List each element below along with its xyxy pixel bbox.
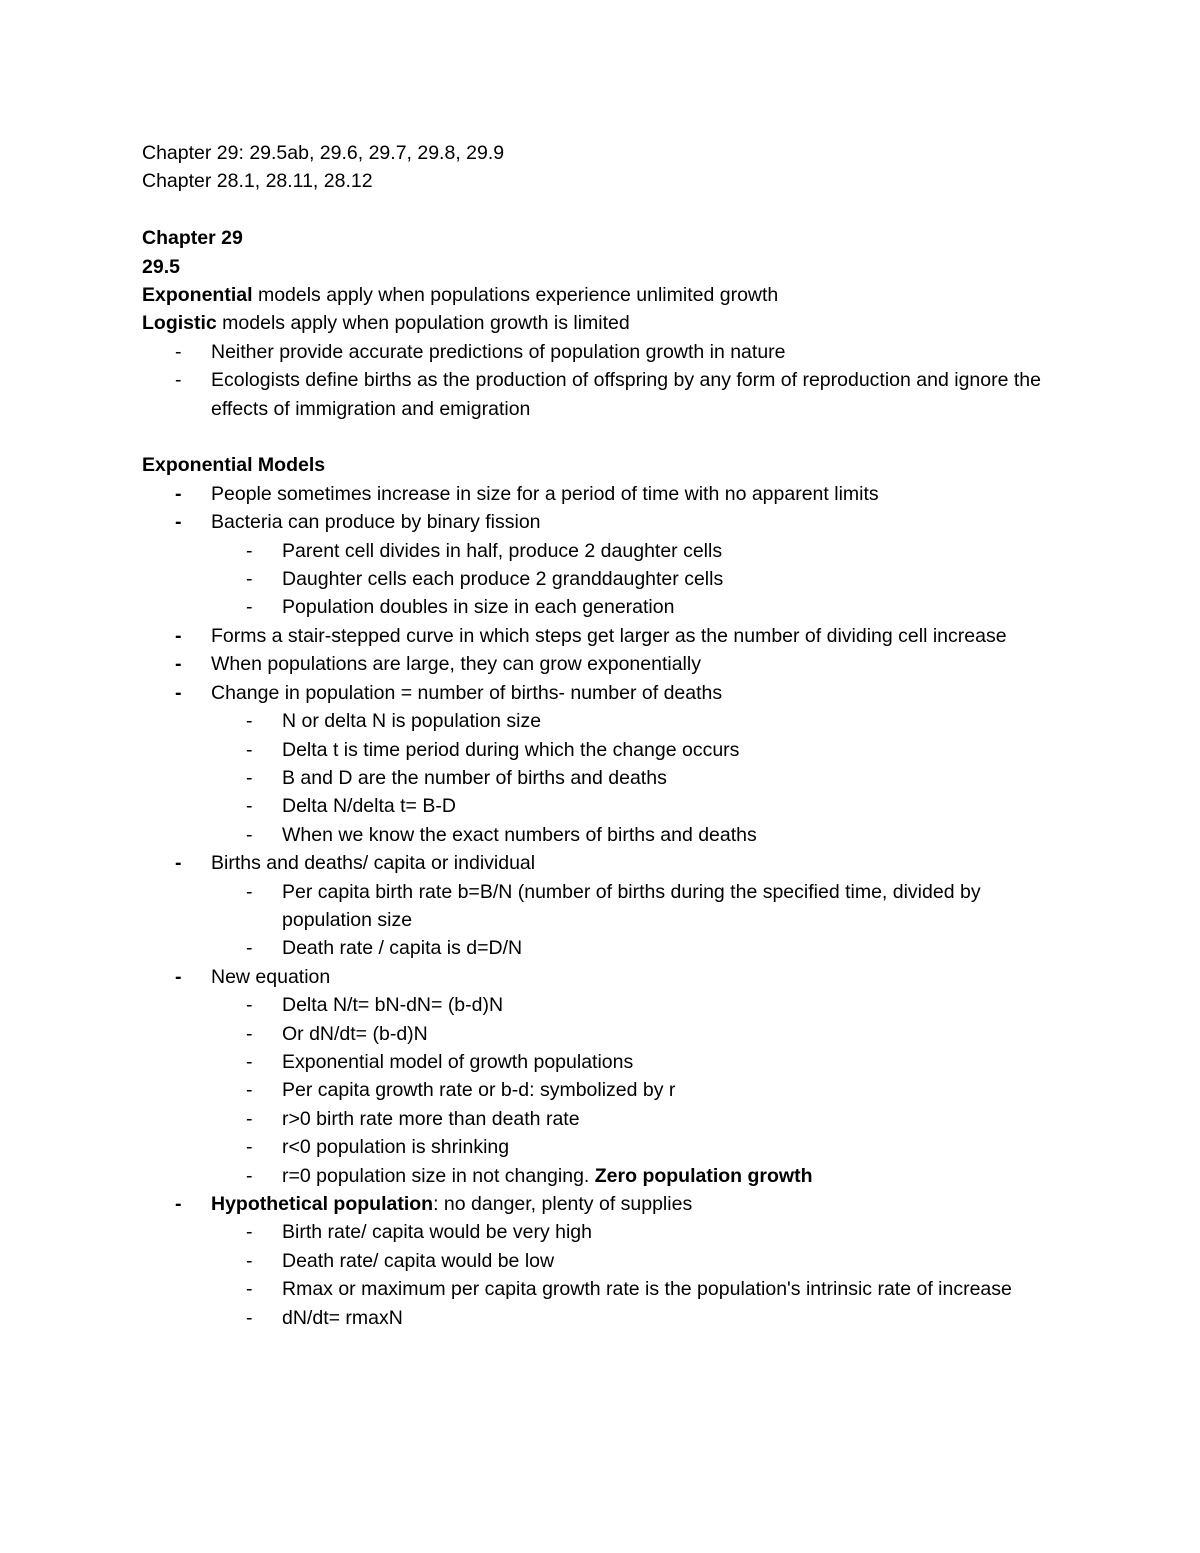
sublist-item (142, 934, 1060, 962)
list-item (142, 849, 1060, 877)
sublist-item-text: Delta N/delta t= B-D (282, 795, 456, 818)
sublist-item (142, 1133, 1060, 1161)
sublist-item (142, 1020, 1060, 1048)
sublist-item (142, 1048, 1060, 1076)
list-item-text: People sometimes increase in size for a period of time with no apparent limits (211, 482, 879, 505)
sublist-item (142, 565, 1060, 593)
section-subheading-29-5 (142, 253, 1060, 281)
sublist-item (142, 736, 1060, 764)
chapter-list-line-2: Chapter 28.1, 28.11, 28.12 (142, 170, 373, 193)
dash-bullet: - (246, 766, 253, 789)
sublist-item (142, 1076, 1060, 1104)
dash-bullet: - (175, 1193, 182, 1215)
dash-bullet: - (246, 1022, 253, 1045)
dash-bullet: - (175, 369, 182, 392)
dash-bullet: - (246, 823, 253, 846)
dash-bullet: - (175, 653, 182, 676)
sublist-item-text: Death rate / capita is d=D/N (282, 937, 523, 960)
exponential-models-list-cont (142, 963, 1060, 991)
list-item (142, 1190, 1060, 1218)
sublist-item (142, 1304, 1060, 1332)
sublist-item-text: Per capita birth rate b=B/N (number of births during the specified time, divided by population size (282, 880, 981, 931)
sublist-item (142, 792, 1060, 820)
dash-bullet: - (175, 624, 182, 647)
dash-bullet: - (246, 1136, 253, 1159)
sublist-item (142, 991, 1060, 1019)
term-exponential: Exponential (142, 284, 253, 307)
sublist-item-text: Per capita growth rate or b-d: symbolized by r (282, 1079, 676, 1102)
exponential-definition (142, 281, 1060, 309)
subheading-text: 29.5 (142, 255, 180, 278)
exponential-models-list-cont (142, 622, 1060, 707)
sublist-item-text: Exponential model of growth populations (282, 1050, 634, 1073)
list-item (142, 963, 1060, 991)
sublist-item (142, 878, 1060, 935)
list-item (142, 622, 1060, 650)
sublist-item-text: Or dN/dt= (b-d)N (282, 1022, 428, 1045)
list-item-text: Change in population = number of births- number of deaths (211, 681, 723, 704)
list-item-text: New equation (211, 965, 331, 988)
section-heading-chapter-29 (142, 224, 1060, 252)
sublist-item-text: r=0 population size in not changing. (282, 1164, 595, 1187)
list-item-text: When populations are large, they can grow exponentially (211, 653, 701, 676)
population-change-sublist (142, 707, 1060, 849)
list-item (142, 480, 1060, 508)
dash-bullet: - (246, 596, 253, 619)
dash-bullet: - (246, 1050, 253, 1073)
list-item-text: Neither provide accurate predictions of population growth in nature (211, 340, 786, 363)
dash-bullet: - (246, 1079, 253, 1102)
list-item (142, 508, 1060, 536)
sublist-item-text: B and D are the number of births and deaths (282, 766, 667, 789)
sublist-item (142, 1162, 1060, 1190)
dash-bullet: - (246, 1107, 253, 1130)
logistic-definition (142, 309, 1060, 337)
dash-bullet: - (246, 1221, 253, 1244)
spacer (142, 423, 1060, 451)
sublist-item (142, 1247, 1060, 1275)
hypothetical-population-term: Hypothetical population (211, 1193, 434, 1215)
sublist-item-text: Rmax or maximum per capita growth rate is the population's intrinsic rate of increase (282, 1278, 1012, 1301)
exponential-models-list-cont (142, 1190, 1060, 1218)
sublist-item-text: Delta t is time period during which the change occurs (282, 738, 740, 761)
binary-fission-sublist (142, 537, 1060, 622)
dash-bullet: - (175, 965, 182, 988)
heading-text: Chapter 29 (142, 227, 243, 250)
dash-bullet: - (246, 568, 253, 591)
sublist-item-text: N or delta N is population size (282, 710, 542, 733)
term-logistic: Logistic (142, 312, 217, 335)
dash-bullet: - (246, 1249, 253, 1272)
list-item-text: Forms a stair-stepped curve in which steps get larger as the number of dividing cell increase (211, 624, 1007, 647)
sublist-item-text: Delta N/t= bN-dN= (b-d)N (282, 994, 504, 1017)
sublist-item-text: Birth rate/ capita would be very high (282, 1221, 593, 1244)
dash-bullet: - (246, 880, 253, 903)
chapter-list-line-1: Chapter 29: 29.5ab, 29.6, 29.7, 29.8, 29.9 (142, 142, 505, 164)
list-item (142, 366, 1060, 423)
models-bullet-list (142, 338, 1060, 423)
sublist-item-text: Parent cell divides in half, produce 2 daughter cells (282, 539, 723, 562)
new-equation-sublist (142, 991, 1060, 1190)
dash-bullet: - (175, 681, 182, 704)
section-heading-exponential-models (142, 451, 1060, 479)
dash-bullet: - (175, 482, 182, 505)
spacer (142, 196, 1060, 224)
list-item (142, 679, 1060, 707)
dash-bullet: - (246, 1278, 253, 1301)
sublist-item-text: r<0 population is shrinking (282, 1136, 510, 1159)
sublist-item-text: r>0 birth rate more than death rate (282, 1107, 580, 1130)
dash-bullet: - (246, 710, 253, 733)
list-item-text: Bacteria can produce by binary fission (211, 511, 541, 534)
list-item (142, 650, 1060, 678)
dash-bullet: - (246, 1306, 253, 1329)
dash-bullet: - (175, 852, 182, 875)
dash-bullet: - (175, 511, 182, 534)
sublist-item (142, 1105, 1060, 1133)
sublist-item-text: Death rate/ capita would be low (282, 1249, 555, 1272)
exponential-models-list (142, 480, 1060, 537)
list-item-text: : no danger, plenty of supplies (433, 1193, 693, 1215)
list-item (142, 338, 1060, 366)
sublist-item-text: When we know the exact numbers of births and deaths (282, 823, 757, 846)
exponential-models-list-cont (142, 849, 1060, 877)
definition-text: models apply when populations experience unlimited growth (252, 284, 779, 307)
list-item-text: Births and deaths/ capita or individual (211, 852, 536, 875)
zero-population-growth-term: Zero population growth (594, 1164, 813, 1187)
hypothetical-population-sublist (142, 1218, 1060, 1332)
sublist-item (142, 1218, 1060, 1246)
sublist-item (142, 1275, 1060, 1303)
dash-bullet: - (175, 340, 182, 363)
heading-text: Exponential Models (142, 454, 326, 477)
sublist-item-text: dN/dt= rmaxN (282, 1306, 403, 1329)
list-item-text: Ecologists define births as the production of offspring by any form of reproduction and ignore the effects of immigration and emigration (211, 369, 1041, 420)
sublist-item-text: Population doubles in size in each generation (282, 596, 675, 619)
dash-bullet: - (246, 994, 253, 1017)
sublist-item (142, 821, 1060, 849)
dash-bullet: - (246, 937, 253, 960)
dash-bullet: - (246, 539, 253, 562)
dash-bullet: - (246, 738, 253, 761)
sublist-item (142, 764, 1060, 792)
sublist-item (142, 593, 1060, 621)
sublist-item (142, 537, 1060, 565)
dash-bullet: - (246, 795, 253, 818)
dash-bullet: - (246, 1164, 253, 1187)
definition-text: models apply when population growth is limited (216, 312, 630, 335)
sublist-item-text: Daughter cells each produce 2 granddaughter cells (282, 568, 724, 591)
sublist-item (142, 707, 1060, 735)
per-capita-sublist (142, 878, 1060, 963)
